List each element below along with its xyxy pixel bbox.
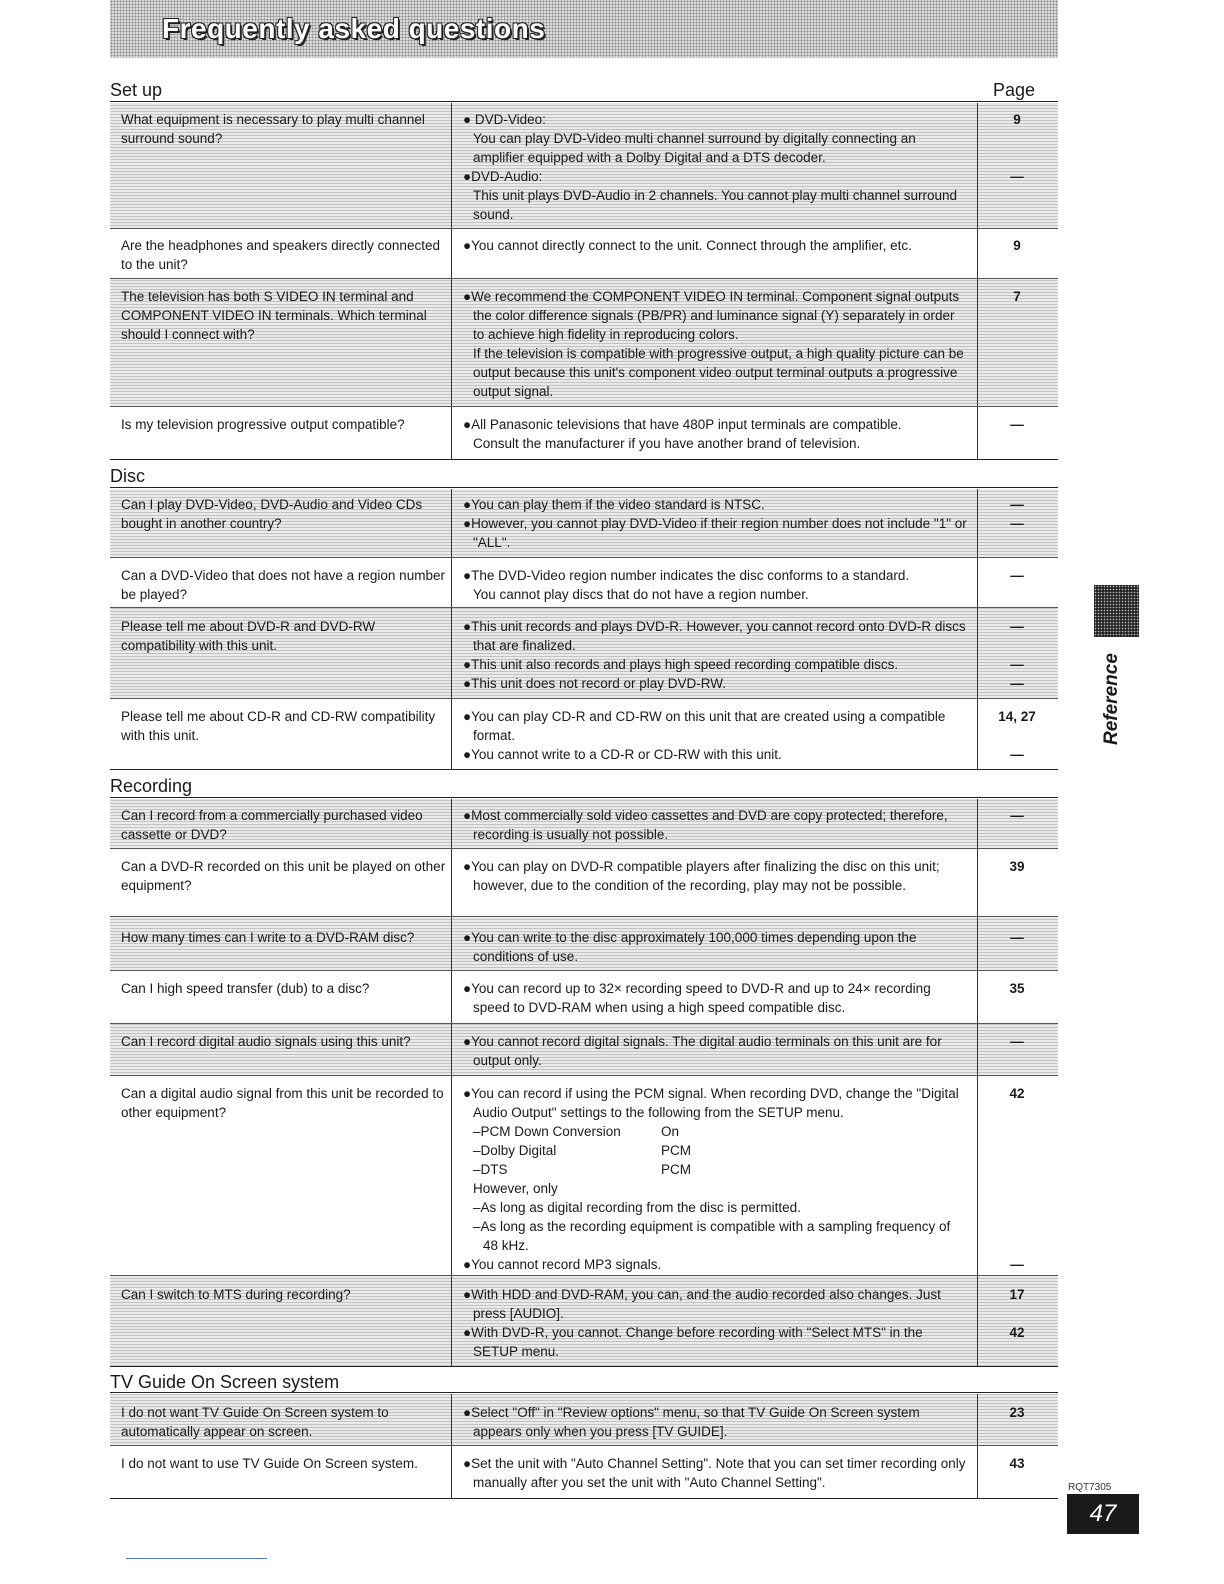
- faq-answer: ●You can write to the disc approximately 100,000 times depending upon the conditions of use.: [463, 930, 917, 964]
- faq-page-ref: 14, 27 —: [998, 709, 1036, 762]
- faq-row: [110, 971, 1058, 1024]
- section-rule: [110, 101, 1058, 102]
- faq-question: Please tell me about CD-R and CD-RW compatibility with this unit.: [121, 709, 436, 743]
- faq-question: Please tell me about DVD-R and DVD-RW compatibility with this unit.: [121, 619, 376, 653]
- section-rule: [110, 797, 1058, 798]
- section-rule: [110, 1498, 1058, 1499]
- faq-row: [110, 103, 1058, 229]
- faq-question: What equipment is necessary to play multi channel surround sound?: [121, 112, 425, 146]
- faq-question: Can I high speed transfer (dub) to a disc?: [121, 981, 370, 996]
- faq-row: [110, 1076, 1058, 1276]
- page-column-heading: Page: [993, 80, 1036, 100]
- faq-page-ref: —: [1010, 417, 1024, 432]
- section-heading-recording: Recording: [110, 776, 193, 796]
- faq-question: How many times can I write to a DVD-RAM disc?: [121, 930, 415, 945]
- faq-answer: ●You can record up to 32× recording speed to DVD-R and up to 24× recording speed to DVD-RAM when using a high speed compatible disc.: [463, 981, 931, 1015]
- faq-page-ref: 7: [1013, 289, 1021, 304]
- faq-question: The television has both S VIDEO IN terminal and COMPONENT VIDEO IN terminals. Which terminal should I connect with?: [121, 289, 427, 342]
- faq-answer: ● DVD-Video: You can play DVD-Video multi channel surround by digitally connecting an amplifier equipped with a Dolby Digital and a DTS decoder. ●DVD-Audio: This unit plays DVD-Audio in 2 channels. You cannot play multi channel surround sound.: [463, 112, 958, 222]
- faq-answer: ●All Panasonic televisions that have 480P input terminals are compatible. Consult the manufacturer if you have another brand of television.: [463, 417, 902, 451]
- faq-question: Can a digital audio signal from this unit be recorded to other equipment?: [121, 1086, 444, 1120]
- section-heading-disc: Disc: [110, 466, 145, 486]
- faq-question: Can a DVD-R recorded on this unit be played on other equipment?: [121, 859, 446, 893]
- faq-row: [110, 1024, 1058, 1076]
- section-heading-tvguide: TV Guide On Screen system: [110, 1372, 340, 1392]
- model-number: RQT7305: [1068, 1482, 1112, 1493]
- section-rule: [110, 487, 1058, 488]
- faq-row: [110, 489, 1058, 558]
- faq-answer: ●This unit records and plays DVD-R. However, you cannot record onto DVD-R discs that are finalized. ●This unit also records and plays high speed recording compatible discs. ●This unit does not record or play DVD-RW.: [463, 619, 966, 691]
- section-heading-setup: Set up: [110, 80, 163, 100]
- faq-page-ref: 43: [1009, 1456, 1025, 1471]
- faq-question: Can I record from a commercially purchased video cassette or DVD?: [121, 808, 423, 842]
- faq-row: [110, 1394, 1058, 1446]
- faq-row: [110, 279, 1058, 407]
- reference-tab-label: Reference: [1101, 653, 1122, 745]
- faq-question: Can a DVD-Video that does not have a region number be played?: [121, 568, 445, 602]
- faq-question: Can I play DVD-Video, DVD-Audio and Video CDs bought in another country?: [121, 497, 423, 531]
- faq-page-ref: —: [1010, 568, 1024, 583]
- page-title: Frequently asked questions: [162, 13, 546, 44]
- faq-page-ref: — —: [1010, 497, 1024, 531]
- faq-answer: ●The DVD-Video region number indicates the disc conforms to a standard. You cannot play discs that do not have a region number.: [463, 568, 910, 602]
- section-rule: [110, 1366, 1058, 1367]
- faq-answer: ●With HDD and DVD-RAM, you can, and the audio recorded also changes. Just press [AUDIO]. ●With DVD-R, you cannot. Change before recording with "Select MTS" in the SETUP menu.: [463, 1287, 941, 1359]
- faq-answer: ●You can play CD-R and CD-RW on this unit that are created using a compatible format. ●You cannot write to a CD-R or CD-RW with this unit.: [463, 709, 946, 762]
- faq-answer: ●We recommend the COMPONENT VIDEO IN terminal. Component signal outputs the color difference signals (PB/PR) and luminance signal (Y) separately in order to achieve high fidelity in reproducing colors. If the television is compatible with progressive output, a high quality picture can be output because this unit's component video output terminal outputs a progressive output signal.: [463, 289, 964, 399]
- faq-answer: ●You cannot directly connect to the unit. Connect through the amplifier, etc.: [463, 238, 912, 253]
- faq-row: [110, 699, 1058, 769]
- faq-page-ref: 39: [1009, 859, 1025, 874]
- section-rule: [110, 1392, 1058, 1393]
- section-rule: [110, 459, 1058, 460]
- faq-page-ref: —: [1010, 1034, 1024, 1049]
- footer-rule: [126, 1558, 267, 1559]
- setting-line: –PCM Down Conversion On: [473, 1124, 680, 1139]
- faq-page-ref: 23: [1009, 1405, 1025, 1420]
- faq-answer: ●You can play on DVD-R compatible players after finalizing the disc on this unit; however, due to the condition of the recording, play may not be possible.: [463, 859, 940, 893]
- faq-row: [110, 799, 1058, 849]
- faq-page-ref: 42 —: [1009, 1086, 1025, 1272]
- reference-tab-marker: [1094, 585, 1139, 637]
- page-number: 47: [1067, 1494, 1139, 1534]
- setting-line: –DTS PCM: [473, 1162, 691, 1177]
- faq-page-ref: 9 —: [1010, 112, 1024, 184]
- faq-question: I do not want to use TV Guide On Screen system.: [121, 1456, 418, 1471]
- faq-question: Are the headphones and speakers directly connected to the unit?: [121, 238, 440, 272]
- section-rule: [110, 769, 1058, 770]
- faq-row: [110, 407, 1058, 459]
- faq-question: Can I record digital audio signals using this unit?: [121, 1034, 411, 1049]
- faq-page-ref: 17 42: [1009, 1287, 1025, 1340]
- faq-page-ref: —: [1010, 808, 1024, 823]
- faq-answer: ●You cannot record digital signals. The digital audio terminals on this unit are for output only.: [463, 1034, 942, 1068]
- faq-answer: ●Select "Off" in "Review options" menu, so that TV Guide On Screen system appears only when you press [TV GUIDE].: [463, 1405, 920, 1439]
- faq-answer: ●You can play them if the video standard is NTSC. ●However, you cannot play DVD-Video if their region number does not include "1" or "ALL".: [463, 497, 967, 550]
- faq-page-ref: —: [1010, 930, 1024, 945]
- faq-page-ref: 35: [1009, 981, 1025, 996]
- faq-row: [110, 917, 1058, 971]
- faq-row: [110, 849, 1058, 917]
- faq-row: [110, 558, 1058, 608]
- faq-page-ref: 9: [1013, 238, 1021, 253]
- faq-answer: ●Most commercially sold video cassettes and DVD are copy protected; therefore, recording is usually not possible.: [463, 808, 948, 842]
- faq-row: [110, 229, 1058, 279]
- faq-question: Can I switch to MTS during recording?: [121, 1287, 351, 1302]
- faq-page-ref: — — —: [1010, 619, 1024, 691]
- faq-row: [110, 608, 1058, 699]
- faq-answer: ●You can record if using the PCM signal. When recording DVD, change the "Digital Audio Output" settings to the following from the SETUP menu. –PCM Down Conversion On –Dolby Digital PCM –DTS PCM However, only –As long as digital recording from the disc is permitted. –As long as the recording equipment is compatible with a sampling frequency of 48 kHz. ●You cannot record MP3 signals.: [463, 1084, 968, 1274]
- setting-line: –Dolby Digital PCM: [473, 1143, 691, 1158]
- faq-answer: ●Set the unit with "Auto Channel Setting". Note that you can set timer recording only manually after you set the unit with "Auto Channel Setting".: [463, 1456, 966, 1490]
- faq-question: I do not want TV Guide On Screen system to automatically appear on screen.: [121, 1405, 389, 1439]
- faq-row: [110, 1446, 1058, 1498]
- faq-row: [110, 1276, 1058, 1366]
- faq-question: Is my television progressive output compatible?: [121, 417, 405, 432]
